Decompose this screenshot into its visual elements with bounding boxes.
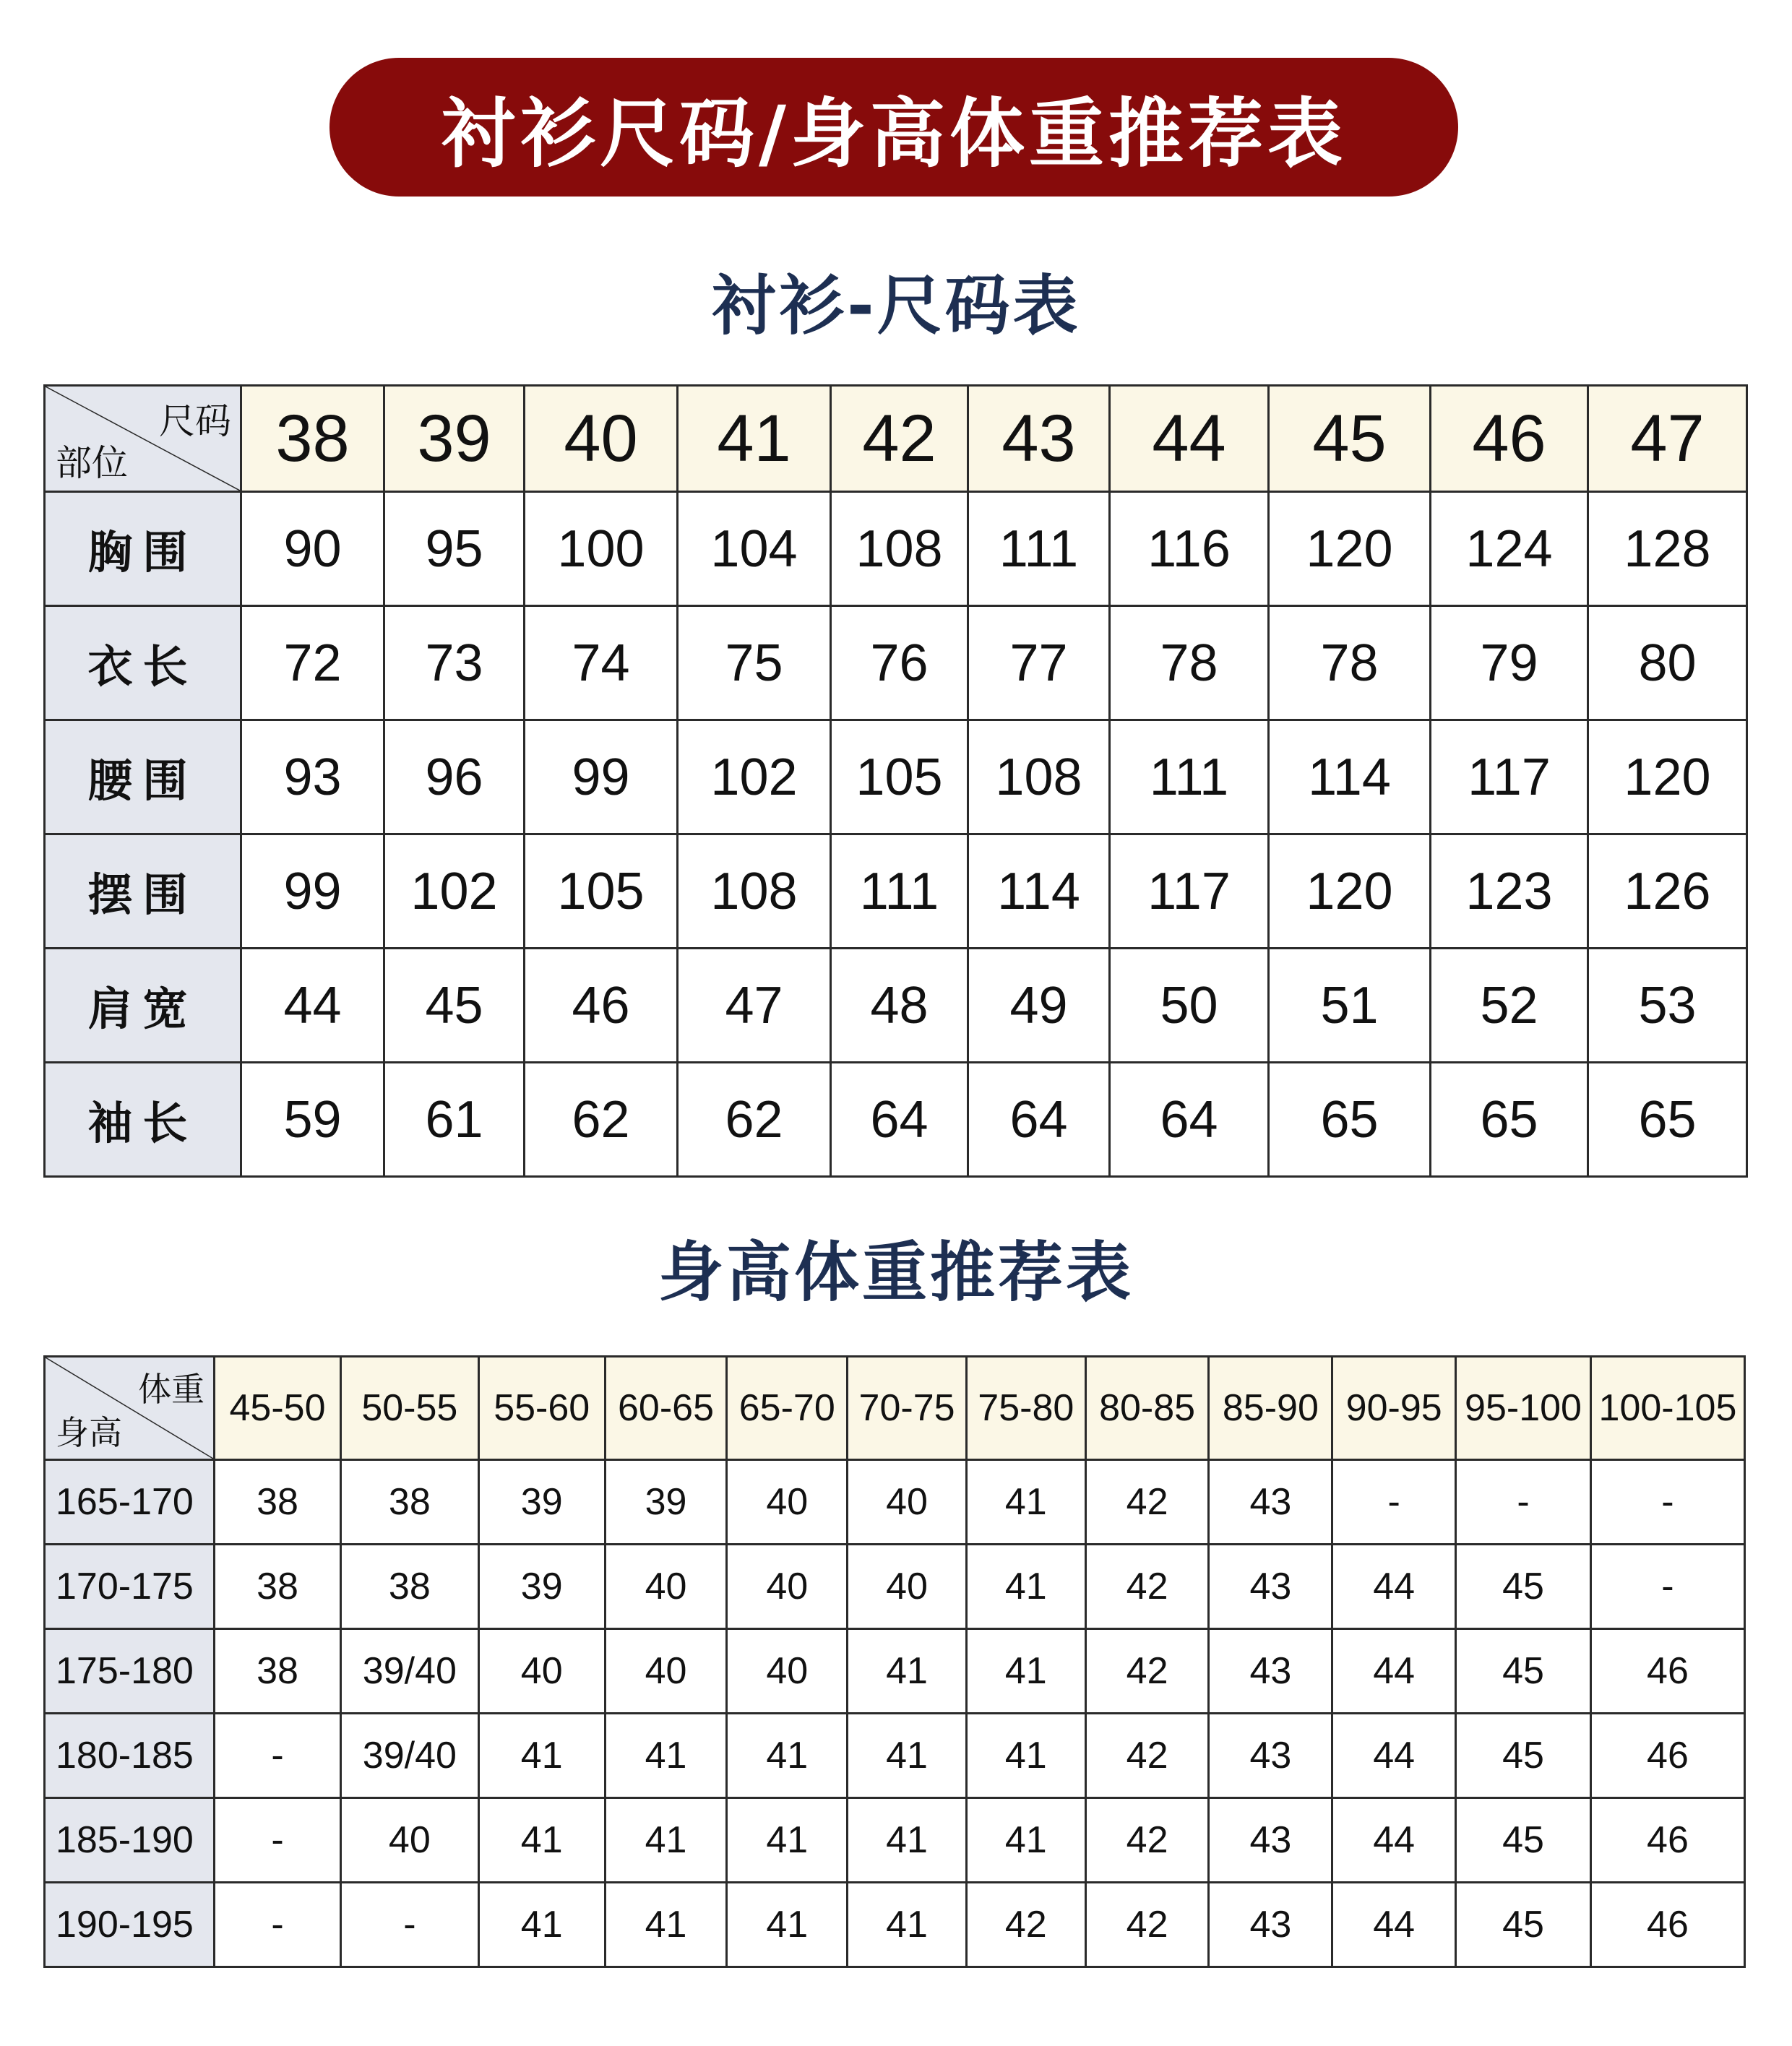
- recommended-size-cell: 39: [605, 1460, 727, 1545]
- recommended-size-cell: 46: [1590, 1798, 1744, 1883]
- recommended-size-cell: -: [215, 1883, 341, 1967]
- size-value-cell: 48: [831, 949, 968, 1063]
- recommended-size-cell: 39: [478, 1460, 605, 1545]
- recommendation-row: [45, 1629, 1745, 1714]
- size-value-cell: 111: [968, 492, 1110, 606]
- size-value-cell: 72: [241, 606, 384, 720]
- recommended-size-cell: 40: [605, 1545, 727, 1629]
- recommended-size-cell: 42: [1085, 1460, 1209, 1545]
- size-header-row: [45, 386, 1747, 492]
- recommended-size-cell: 42: [1085, 1883, 1209, 1967]
- size-row: [45, 949, 1747, 1063]
- size-value-cell: 65: [1588, 1063, 1747, 1177]
- corner-label-size: 尺码: [159, 400, 231, 442]
- recommended-size-cell: 41: [848, 1883, 967, 1967]
- recommended-size-cell: 40: [478, 1629, 605, 1714]
- size-row-label: 肩宽: [45, 949, 241, 1063]
- size-value-cell: 126: [1588, 834, 1747, 949]
- size-header-cell: 46: [1431, 386, 1588, 492]
- size-row: [45, 606, 1747, 720]
- recommended-size-cell: 41: [605, 1714, 727, 1798]
- size-value-cell: 117: [1110, 834, 1269, 949]
- weight-header-cell: 95-100: [1456, 1357, 1591, 1460]
- weight-header-cell: 90-95: [1332, 1357, 1456, 1460]
- height-row-label: 185-190: [45, 1798, 215, 1883]
- size-value-cell: 108: [678, 834, 831, 949]
- recommended-size-cell: -: [1590, 1545, 1744, 1629]
- recommended-size-cell: 42: [1085, 1629, 1209, 1714]
- size-value-cell: 108: [831, 492, 968, 606]
- recommended-size-cell: -: [340, 1883, 478, 1967]
- recommendation-row: [45, 1883, 1745, 1967]
- size-value-cell: 77: [968, 606, 1110, 720]
- recommended-size-cell: 44: [1332, 1798, 1456, 1883]
- recommended-size-cell: 38: [340, 1460, 478, 1545]
- recommended-size-cell: 40: [848, 1460, 967, 1545]
- recommended-size-cell: 42: [1085, 1545, 1209, 1629]
- recommended-size-cell: 45: [1456, 1714, 1591, 1798]
- size-value-cell: 102: [384, 834, 525, 949]
- recommended-size-cell: 43: [1209, 1714, 1332, 1798]
- recommended-size-cell: 43: [1209, 1629, 1332, 1714]
- size-row: [45, 1063, 1747, 1177]
- size-row-label: 胸围: [45, 492, 241, 606]
- size-value-cell: 80: [1588, 606, 1747, 720]
- recommended-size-cell: 44: [1332, 1714, 1456, 1798]
- recommended-size-cell: -: [1456, 1460, 1591, 1545]
- height-row-label: 170-175: [45, 1545, 215, 1629]
- size-value-cell: 49: [968, 949, 1110, 1063]
- height-row-label: 190-195: [45, 1883, 215, 1967]
- recommended-size-cell: 41: [966, 1545, 1085, 1629]
- page-title-banner: [329, 58, 1458, 197]
- size-value-cell: 75: [678, 606, 831, 720]
- recommended-size-cell: 41: [605, 1798, 727, 1883]
- size-value-cell: 45: [384, 949, 525, 1063]
- size-value-cell: 79: [1431, 606, 1588, 720]
- recommended-size-cell: 41: [848, 1798, 967, 1883]
- size-value-cell: 117: [1431, 720, 1588, 834]
- size-value-cell: 53: [1588, 949, 1747, 1063]
- recommended-size-cell: 41: [966, 1714, 1085, 1798]
- size-value-cell: 64: [968, 1063, 1110, 1177]
- size-header-cell: 43: [968, 386, 1110, 492]
- recommended-size-cell: 38: [215, 1460, 341, 1545]
- recommended-size-cell: 40: [727, 1460, 848, 1545]
- size-value-cell: 123: [1431, 834, 1588, 949]
- page-title: 衬衫尺码/身高体重推荐表: [441, 90, 1347, 178]
- size-value-cell: 124: [1431, 492, 1588, 606]
- recommended-size-cell: 41: [848, 1714, 967, 1798]
- rec-header-row: [45, 1357, 1745, 1460]
- size-value-cell: 78: [1110, 606, 1269, 720]
- size-value-cell: 99: [241, 834, 384, 949]
- size-value-cell: 50: [1110, 949, 1269, 1063]
- recommendation-row: [45, 1798, 1745, 1883]
- rec-corner-cell: [45, 1357, 215, 1460]
- recommended-size-cell: 41: [966, 1798, 1085, 1883]
- weight-header-cell: 100-105: [1590, 1357, 1744, 1460]
- recommended-size-cell: 43: [1209, 1883, 1332, 1967]
- size-value-cell: 120: [1588, 720, 1747, 834]
- size-corner-cell: [45, 386, 241, 492]
- recommended-size-cell: 38: [215, 1545, 341, 1629]
- recommended-size-cell: 38: [340, 1545, 478, 1629]
- recommended-size-cell: 42: [966, 1883, 1085, 1967]
- recommended-size-cell: 41: [727, 1883, 848, 1967]
- size-value-cell: 128: [1588, 492, 1747, 606]
- size-value-cell: 59: [241, 1063, 384, 1177]
- recommended-size-cell: -: [215, 1798, 341, 1883]
- recommended-size-cell: 43: [1209, 1460, 1332, 1545]
- weight-header-cell: 50-55: [340, 1357, 478, 1460]
- weight-header-cell: 80-85: [1085, 1357, 1209, 1460]
- weight-header-cell: 85-90: [1209, 1357, 1332, 1460]
- height-row-label: 165-170: [45, 1460, 215, 1545]
- size-value-cell: 64: [1110, 1063, 1269, 1177]
- size-value-cell: 104: [678, 492, 831, 606]
- size-value-cell: 44: [241, 949, 384, 1063]
- size-value-cell: 95: [384, 492, 525, 606]
- recommended-size-cell: 41: [605, 1883, 727, 1967]
- size-value-cell: 105: [831, 720, 968, 834]
- corner-label-part: 部位: [56, 442, 128, 484]
- size-value-cell: 76: [831, 606, 968, 720]
- size-row-label: 腰围: [45, 720, 241, 834]
- size-row-label: 衣长: [45, 606, 241, 720]
- size-value-cell: 105: [525, 834, 678, 949]
- size-value-cell: 64: [831, 1063, 968, 1177]
- weight-header-cell: 65-70: [727, 1357, 848, 1460]
- size-value-cell: 74: [525, 606, 678, 720]
- size-header-cell: 47: [1588, 386, 1747, 492]
- size-value-cell: 116: [1110, 492, 1269, 606]
- size-header-cell: 38: [241, 386, 384, 492]
- recommended-size-cell: 40: [605, 1629, 727, 1714]
- size-value-cell: 51: [1269, 949, 1431, 1063]
- recommended-size-cell: 38: [215, 1629, 341, 1714]
- recommended-size-cell: 41: [966, 1629, 1085, 1714]
- size-header-cell: 42: [831, 386, 968, 492]
- recommended-size-cell: 40: [340, 1798, 478, 1883]
- recommended-size-cell: 46: [1590, 1629, 1744, 1714]
- weight-header-cell: 60-65: [605, 1357, 727, 1460]
- recommended-size-cell: -: [1332, 1460, 1456, 1545]
- corner-label-height: 身高: [56, 1413, 122, 1452]
- recommended-size-cell: 41: [478, 1883, 605, 1967]
- size-row: [45, 834, 1747, 949]
- recommended-size-cell: 46: [1590, 1714, 1744, 1798]
- size-header-cell: 39: [384, 386, 525, 492]
- recommended-size-cell: 46: [1590, 1883, 1744, 1967]
- size-value-cell: 120: [1269, 492, 1431, 606]
- size-value-cell: 62: [525, 1063, 678, 1177]
- recommended-size-cell: 45: [1456, 1883, 1591, 1967]
- height-row-label: 175-180: [45, 1629, 215, 1714]
- recommended-size-cell: 40: [727, 1629, 848, 1714]
- size-value-cell: 93: [241, 720, 384, 834]
- recommended-size-cell: 43: [1209, 1545, 1332, 1629]
- size-value-cell: 100: [525, 492, 678, 606]
- recommendation-row: [45, 1545, 1745, 1629]
- size-value-cell: 114: [1269, 720, 1431, 834]
- recommended-size-cell: 45: [1456, 1798, 1591, 1883]
- weight-header-cell: 45-50: [215, 1357, 341, 1460]
- recommended-size-cell: 39/40: [340, 1714, 478, 1798]
- recommended-size-cell: 42: [1085, 1798, 1209, 1883]
- recommended-size-cell: 45: [1456, 1629, 1591, 1714]
- height-row-label: 180-185: [45, 1714, 215, 1798]
- recommendation-table: [43, 1355, 1746, 1968]
- size-chart-title: 衬衫-尺码表: [711, 268, 1081, 344]
- recommendation-row: [45, 1714, 1745, 1798]
- size-value-cell: 62: [678, 1063, 831, 1177]
- size-value-cell: 111: [831, 834, 968, 949]
- recommendation-title: 身高体重推荐表: [658, 1235, 1134, 1311]
- size-header-cell: 41: [678, 386, 831, 492]
- size-value-cell: 73: [384, 606, 525, 720]
- weight-header-cell: 70-75: [848, 1357, 967, 1460]
- recommended-size-cell: 40: [848, 1545, 967, 1629]
- recommended-size-cell: 41: [727, 1798, 848, 1883]
- size-value-cell: 78: [1269, 606, 1431, 720]
- size-value-cell: 102: [678, 720, 831, 834]
- recommended-size-cell: -: [215, 1714, 341, 1798]
- size-value-cell: 61: [384, 1063, 525, 1177]
- size-row: [45, 492, 1747, 606]
- recommended-size-cell: 39/40: [340, 1629, 478, 1714]
- corner-label-weight: 体重: [138, 1370, 205, 1409]
- recommended-size-cell: 44: [1332, 1545, 1456, 1629]
- size-header-cell: 40: [525, 386, 678, 492]
- size-value-cell: 114: [968, 834, 1110, 949]
- size-value-cell: 52: [1431, 949, 1588, 1063]
- recommended-size-cell: -: [1590, 1460, 1744, 1545]
- size-value-cell: 46: [525, 949, 678, 1063]
- recommended-size-cell: 42: [1085, 1714, 1209, 1798]
- size-value-cell: 111: [1110, 720, 1269, 834]
- recommended-size-cell: 41: [478, 1714, 605, 1798]
- recommended-size-cell: 39: [478, 1545, 605, 1629]
- recommended-size-cell: 41: [966, 1460, 1085, 1545]
- recommended-size-cell: 45: [1456, 1545, 1591, 1629]
- size-value-cell: 120: [1269, 834, 1431, 949]
- recommended-size-cell: 41: [727, 1714, 848, 1798]
- recommended-size-cell: 40: [727, 1545, 848, 1629]
- size-value-cell: 90: [241, 492, 384, 606]
- size-header-cell: 44: [1110, 386, 1269, 492]
- recommended-size-cell: 43: [1209, 1798, 1332, 1883]
- recommended-size-cell: 41: [478, 1798, 605, 1883]
- size-value-cell: 47: [678, 949, 831, 1063]
- size-value-cell: 108: [968, 720, 1110, 834]
- size-row: [45, 720, 1747, 834]
- weight-header-cell: 55-60: [478, 1357, 605, 1460]
- weight-header-cell: 75-80: [966, 1357, 1085, 1460]
- recommended-size-cell: 44: [1332, 1629, 1456, 1714]
- recommended-size-cell: 41: [848, 1629, 967, 1714]
- size-value-cell: 96: [384, 720, 525, 834]
- recommendation-row: [45, 1460, 1745, 1545]
- size-chart-table: [43, 384, 1748, 1178]
- size-header-cell: 45: [1269, 386, 1431, 492]
- size-value-cell: 65: [1269, 1063, 1431, 1177]
- size-value-cell: 99: [525, 720, 678, 834]
- size-row-label: 袖长: [45, 1063, 241, 1177]
- recommended-size-cell: 44: [1332, 1883, 1456, 1967]
- size-value-cell: 65: [1431, 1063, 1588, 1177]
- size-row-label: 摆围: [45, 834, 241, 949]
